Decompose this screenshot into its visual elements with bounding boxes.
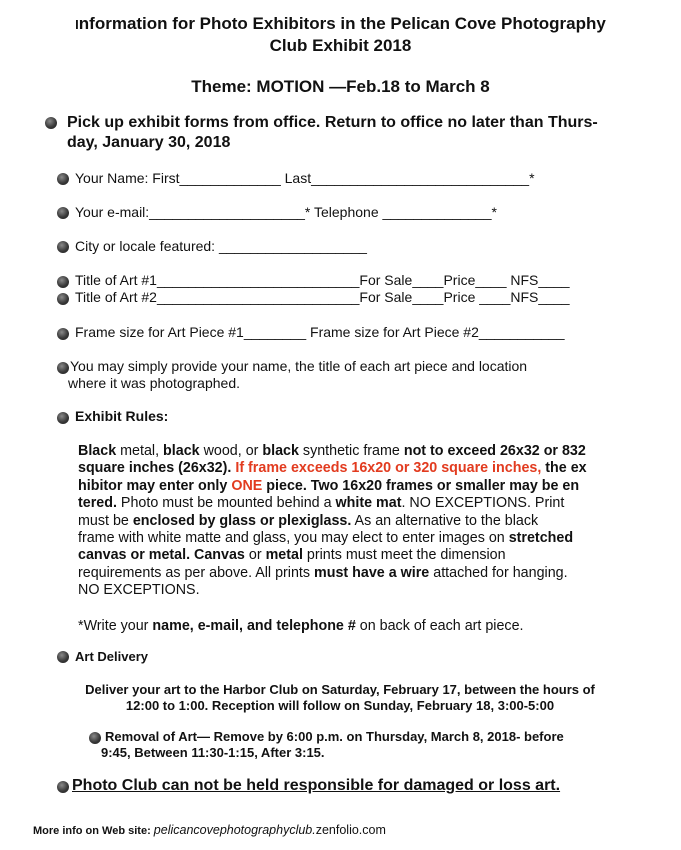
text-run: black xyxy=(163,443,200,459)
text-run: synthetic frame xyxy=(298,443,404,459)
text-run: attached for hanging. xyxy=(429,564,568,581)
pickup-line1: Pick up exhibit forms from office. Return to office no later than Thurs- xyxy=(67,114,598,131)
title-initial: I xyxy=(75,17,79,32)
text-run: If frame exceeds 16x20 or 320 square inches, xyxy=(235,460,542,477)
text-run: the ex xyxy=(541,460,587,477)
footer-label: More info on Web site: xyxy=(33,825,154,837)
text-run: enclosed by glass or plexiglass. xyxy=(132,512,352,529)
text-run: As an alternative to the black xyxy=(351,512,539,529)
simple-info-line1: You may simply provide your name, the title of each art piece and location xyxy=(70,358,528,374)
text-run: requirements as per above. All prints xyxy=(78,564,315,581)
disclaimer: Photo Club can not be held responsible for damaged or loss art. xyxy=(72,777,561,794)
art-title-2-field[interactable]: Title of Art #2__________________________For Sale____Price ____NFS____ xyxy=(75,289,570,305)
text-run: piece. Two 16x20 frames or smaller may be en xyxy=(262,477,580,494)
rules-note xyxy=(78,618,618,635)
text-run: white mat xyxy=(335,495,402,512)
delivery-line1: Deliver your art to the Harbor Club on Saturday, February 17, between the hours of xyxy=(85,682,595,697)
art-delivery-heading: Art Delivery xyxy=(75,649,148,664)
text-run: canvas or metal. Canvas xyxy=(78,547,245,564)
text-run: hibitor may enter only xyxy=(78,477,232,494)
text-run: ONE xyxy=(231,477,263,494)
exhibit-rules-heading: Exhibit Rules: xyxy=(75,408,169,424)
website-link-part[interactable]: pelicancovephotographyclub. xyxy=(153,823,316,837)
email-telephone-field[interactable]: Your e-mail:____________________* Telephone ______________* xyxy=(75,204,497,220)
text-run: Photo must be mounted behind a xyxy=(116,495,336,512)
text-run: must have a wire xyxy=(314,564,430,581)
bullet-icon xyxy=(57,293,69,305)
bullet-icon xyxy=(89,732,101,744)
text-run: stretched xyxy=(508,530,574,547)
text-run: metal xyxy=(265,547,303,564)
text-run: wood, or xyxy=(199,443,263,459)
text-run: must be xyxy=(78,512,133,529)
bullet-icon xyxy=(57,173,69,185)
text-run: *Write your xyxy=(78,617,153,634)
bullet-icon xyxy=(57,207,69,219)
text-run: square inches (26x32). xyxy=(78,460,236,477)
delivery-line2: 12:00 to 1:00. Reception will follow on Sunday, February 18, 3:00-5:00 xyxy=(125,698,555,713)
rules-paragraph xyxy=(78,443,618,600)
removal-line2: 9:45, Between 11:30-1:15, After 3:15. xyxy=(101,745,325,760)
text-run: tered. xyxy=(78,495,117,512)
website-link-domain[interactable]: zenfolio.com xyxy=(315,823,386,837)
theme-line: Theme: MOTION —Feb.18 to March 8 xyxy=(191,77,490,96)
bullet-icon xyxy=(45,117,57,129)
bullet-icon xyxy=(57,241,69,253)
city-field[interactable]: City or locale featured: ___________________ xyxy=(75,238,367,254)
name-field[interactable]: Your Name: First_____________ Last____________________________* xyxy=(75,170,535,186)
bullet-icon xyxy=(57,328,69,340)
simple-info-line2: where it was photographed. xyxy=(68,375,240,391)
text-run: Black xyxy=(78,443,117,459)
text-run: name, e-mail, and telephone # xyxy=(152,617,356,634)
bullet-icon xyxy=(57,781,69,793)
text-run: NO EXCEPTIONS. xyxy=(78,582,200,599)
text-run: . NO EXCEPTIONS. Print xyxy=(401,495,565,512)
text-run: metal, xyxy=(116,443,164,459)
art-title-1-field[interactable]: Title of Art #1__________________________For Sale____Price____ NFS____ xyxy=(75,272,570,288)
title-text: nformation for Photo Exhibitors in the Pelican Cove Photography xyxy=(78,14,606,33)
bullet-icon xyxy=(57,276,69,288)
bullet-icon xyxy=(57,651,69,663)
text-run: frame with white matte and glass, you may elect to enter images on xyxy=(78,530,509,547)
website-link[interactable] xyxy=(154,823,386,837)
bullet-icon xyxy=(57,412,69,424)
exhibit-rules-body xyxy=(78,443,618,635)
footer-web-info xyxy=(33,823,386,837)
removal-line1: Removal of Art— Remove by 6:00 p.m. on Thursday, March 8, 2018- before xyxy=(105,729,564,744)
text-run: prints must meet the dimension xyxy=(302,547,506,564)
document-title-line1 xyxy=(0,14,681,34)
document-title-line2: Club Exhibit 2018 xyxy=(269,36,412,55)
bullet-icon xyxy=(57,362,69,374)
frame-size-field[interactable]: Frame size for Art Piece #1________ Frame size for Art Piece #2___________ xyxy=(75,324,565,340)
text-run: not to exceed 26x32 or 832 xyxy=(403,443,586,459)
text-run: black xyxy=(262,443,299,459)
text-run: on back of each art piece. xyxy=(355,617,524,634)
pickup-line2: day, January 30, 2018 xyxy=(67,134,231,151)
text-run: or xyxy=(244,547,266,564)
